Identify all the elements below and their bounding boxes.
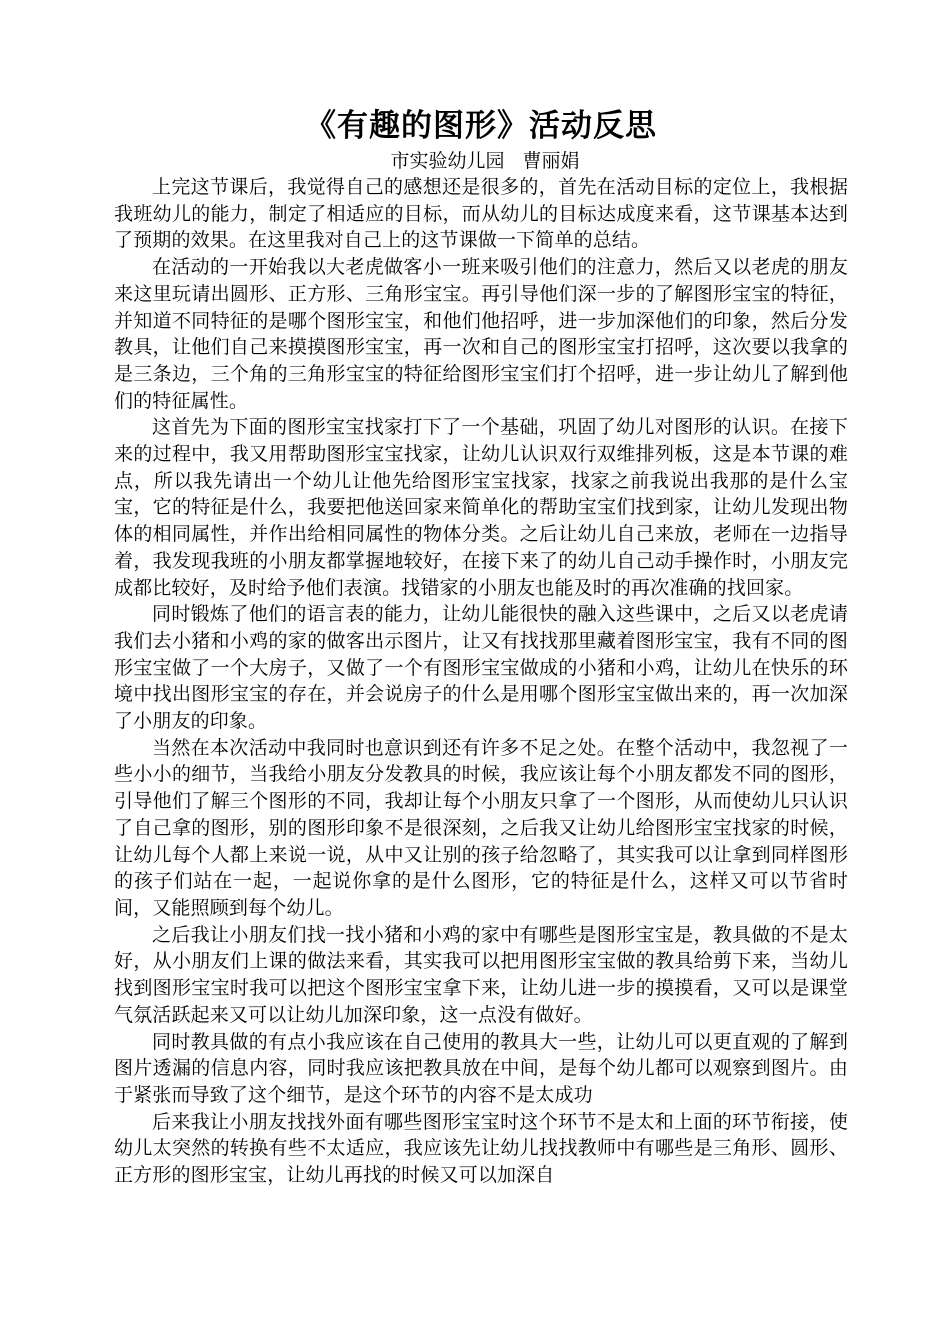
- paragraph-4: 同时锻炼了他们的语言表的能力，让幼儿能很快的融入这些课中，之后又以老虎请我们去小猪和小鸡的家的做客出示图片，让又有找找那里藏着图形宝宝，我有不同的图形宝宝做了一个大房子，又做了一个有图形宝宝做成的小猪和小鸡，让幼儿在快乐的环境中找出图形宝宝的存在，并会说房子的什么是用哪个图形宝宝做出来的，再一次加深了小朋友的印象。: [114, 603, 848, 733]
- paragraph-5: 当然在本次活动中我同时也意识到还有许多不足之处。在整个活动中，我忽视了一些小小的细节，当我给小朋友分发教具的时候，我应该让每个小朋友都发不同的图形，引导他们了解三个图形的不同，我却让每个小朋友只拿了一个图形，从而使幼儿只认识了自己拿的图形，别的图形印象不是很深刻，之后我又让幼儿给图形宝宝找家的时候，让幼儿每个人都上来说一说，从中又让别的孩子给忽略了，其实我可以让拿到同样图形的孩子们站在一起，一起说你拿的是什么图形，它的特征是什么，这样又可以节省时间，又能照顾到每个幼儿。: [114, 736, 848, 919]
- paragraph-3: 这首先为下面的图形宝宝找家打下了一个基础，巩固了幼儿对图形的认识。在接下来的过程中，我又用帮助图形宝宝找家，让幼儿认识双行双维排列板，这是本节课的难点，所以我先请出一个幼儿让他先给图形宝宝找家，找家之前我说出我那的是什么宝宝，它的特征是什么，我要把他送回家来简单化的帮助宝宝们找到家，让幼儿发现出物体的相同属性，并作出给相同属性的物体分类。之后让幼儿自己来放，老师在一边指导着，我发现我班的小朋友都掌握地较好，在接下来了的幼儿自己动手操作时，小朋友完成都比较好，及时给予他们表演。找错家的小朋友也能及时的再次准确的找回家。: [114, 416, 848, 599]
- paragraph-7: 同时教具做的有点小我应该在自己使用的教具大一些，让幼儿可以更直观的了解到图片透漏的信息内容，同时我应该把教具放在中间，是每个幼儿都可以观察到图片。由于紧张而导致了这个细节，是这个环节的内容不是太成功: [114, 1030, 848, 1106]
- paragraph-2: 在活动的一开始我以大老虎做客小一班来吸引他们的注意力，然后又以老虎的朋友来这里玩请出圆形、正方形、三角形宝宝。再引导他们深一步的了解图形宝宝的特征，并知道不同特征的是哪个图形宝宝，和他们他招呼，进一步加深他们的印象，然后分发教具，让他们自己来摸摸图形宝宝，再一次和自己的图形宝宝打招呼，这次要以我拿的是三条边，三个角的三角形宝宝的特征给图形宝宝们打个招呼，进一步让幼儿了解到他们的特征属性。: [114, 256, 848, 412]
- paragraph-1: 上完这节课后，我觉得自己的感想还是很多的，首先在活动目标的定位上，我根据我班幼儿的能力，制定了相适应的目标，而从幼儿的目标达成度来看，这节课基本达到了预期的效果。在这里我对自己上的这节课做一下简单的总结。: [114, 176, 848, 252]
- paragraph-6: 之后我让小朋友们找一找小猪和小鸡的家中有哪些是图形宝宝是，教具做的不是太好，从小朋友们上课的做法来看，其实我可以把用图形宝宝做的教具给剪下来，当幼儿找到图形宝宝时我可以把这个图形宝宝拿下来，让幼儿进一步的摸摸看，又可以是课堂气氛活跃起来又可以让幼儿加深印象，这一点没有做好。: [114, 923, 848, 1026]
- author-byline: 市实验幼儿园 曹丽娟: [390, 150, 580, 172]
- paragraph-8: 后来我让小朋友找找外面有哪些图形宝宝时这个环节不是太和上面的环节衔接，使幼儿太突然的转换有些不太适应，我应该先让幼儿找找教师中有哪些是三角形、圆形、正方形的图形宝宝，让幼儿再找的时候又可以加深自: [114, 1110, 848, 1187]
- document-page: [114, 104, 848, 1189]
- document-title: 《有趣的图形》活动反思: [305, 108, 657, 144]
